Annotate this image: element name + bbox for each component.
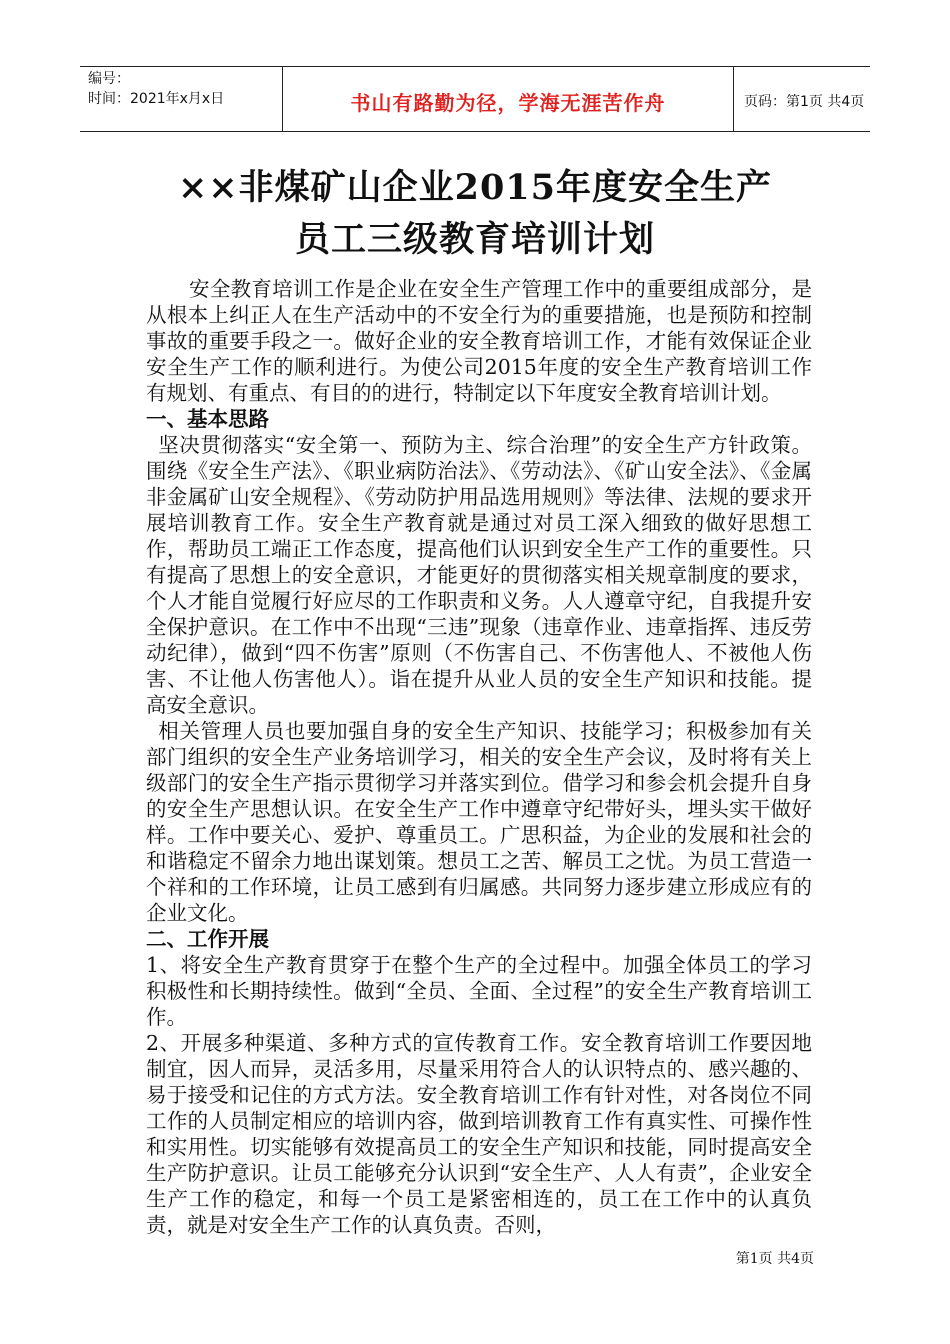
footer-page-number: 第1页 共4页 xyxy=(735,1251,814,1267)
section2-heading: 二、工作开展 xyxy=(146,927,269,951)
document-title-line2: 员工三级教育培训计划 xyxy=(294,219,655,260)
document-number-label: 编号： xyxy=(88,71,130,87)
section1-paragraph1: 坚决贯彻落实“安全第一、预防为主、综合治理”的安全生产方针政策。围绕《安全生产法》、《职业病防治法》、《劳动法》、《矿山安全法》、《金属非金属矿山安全规程》、《劳动防护用品选用规则》等法律、法规的要求开展培训教育工作。安全生产教育就是通过对员工深入细致的做好思想工作，帮助员工端正工作态度，提高他们认识到安全生产工作的重要性。只有提高了思想上的安全意识，才能更好的贯彻落实相关规章制度的要求，个人才能自觉履行好应尽的工作职责和义务。人人遵章守纪，自我提升安全保护意识。在工作中不出现“三违”现象（违章作业、违章指挥、违反劳动纪律），做到“四不伤害”原则（不伤害自己、不伤害他人、不被他人伤害、不让他人伤害他人）。诣在提升从业人员的安全生产知识和技能。提高安全意识。 xyxy=(146,433,812,717)
section2-item2: 2、开展多种渠道、多种方式的宣传教育工作。安全教育培训工作要因地制宜，因人而异，灵活多用，尽量采用符合人的认识特点的、感兴趣的、易于接受和记住的方式方法。安全教育培训工作有针对性，对各岗位不同工作的人员制定相应的培训内容，做到培训教育工作有真实性、可操作性和实用性。切实能够有效提高员工的安全生产知识和技能，同时提高安全生产防护意识。让员工能够充分认识到“安全生产、人人有责”，企业安全生产工作的稳定，和每一个员工是紧密相连的，员工在工作中的认真负责，就是对安全生产工作的认真负责。否则， xyxy=(146,1031,812,1237)
header-motto-cell xyxy=(282,67,734,131)
document-date-label: 时间：2021年x月x日 xyxy=(88,91,225,107)
intro-paragraph: 安全教育培训工作是企业在安全生产管理工作中的重要组成部分，是从根本上纠正人在生产活动中的不安全行为的重要措施，也是预防和控制事故的重要手段之一。做好企业的安全教育培训工作，才能有效保证企业安全生产工作的顺利进行。为使公司2015年度的安全生产教育培训工作有规划、有重点、有目的的进行，特制定以下年度安全教育培训计划。 xyxy=(146,277,812,405)
section1-paragraph2: 相关管理人员也要加强自身的安全生产知识、技能学习；积极参加有关部门组织的安全生产业务培训学习，相关的安全生产会议，及时将有关上级部门的安全生产指示贯彻学习并落实到位。借学习和参会机会提升自身的安全生产思想认识。在安全生产工作中遵章守纪带好头，埋头实干做好样。工作中要关心、爱护、尊重员工。广思积益，为企业的发展和社会的和谐稳定不留余力地出谋划策。想员工之苦、解员工之忧。为员工营造一个祥和的工作环境，让员工感到有归属感。共同努力逐步建立形成应有的企业文化。 xyxy=(146,719,812,925)
header-meta xyxy=(80,67,282,131)
header-motto: 书山有路勤为径，学海无涯苦作舟 xyxy=(350,91,666,115)
page-header xyxy=(80,66,870,132)
section2-item1: 1、将安全生产教育贯穿于在整个生产的全过程中。加强全体员工的学习积极性和长期持续性。做到“全员、全面、全过程”的安全生产教育培训工作。 xyxy=(146,953,812,1029)
header-page-number: 页码：第1页 共4页 xyxy=(744,94,865,110)
document-body xyxy=(146,276,812,1238)
document-title-line1: ××非煤矿山企业2015年度安全生产 xyxy=(177,167,773,208)
section1-heading: 一、基本思路 xyxy=(146,407,269,431)
